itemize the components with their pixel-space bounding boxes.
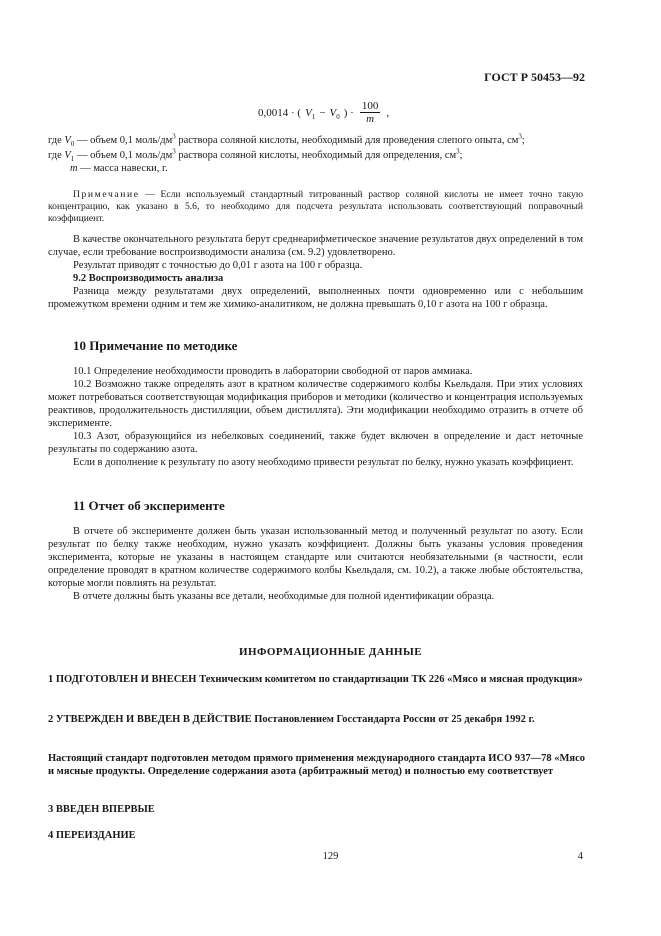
subsection-9-2-title: 9.2 Воспроизводимость анализа [73,273,224,284]
standard-code: ГОСТ Р 50453—92 [484,70,585,84]
section-10 [48,339,583,352]
formula-minus: − [319,106,326,119]
formula-tail: , [386,106,390,119]
definitions-block [48,134,583,175]
sheet-number: 4 [577,851,583,862]
page-number: 129 [322,851,339,862]
section-11 [48,499,583,512]
section-10-title: 10 Примечание по методике [73,338,238,353]
info-item-3: 3 ВВЕДЕН ВПЕРВЫЕ [48,804,155,815]
definition-v0: где $V_0$ — объем 0,1 моль/$дм^3$ раствора соляной кислоты, необходимый для проведения слепого опыта, $см^3$; [48,132,525,149]
info-item-1: 1 ПОДГОТОВЛЕН И ВНЕСЕН Техническим комитетом по стандартизации ТК 226 «Мясо и мясная продукция» [48,674,583,685]
paragraph-report-details: В отчете должны быть указаны все детали, необходимые для полной идентификации образца. [73,591,495,602]
definition-v1: где $V_1$ — объем 0,1 моль/$дм^3$ раствора соляной кислоты, необходимый для определения, $см^3$; [48,147,463,164]
fraction-denominator: m [366,113,375,125]
paragraph-final-result: В качестве окончательного результата берут среднеарифметическое значение результатов двух определений в том случае, если требование воспроизводимости анализа (см. 9.2) удовлетворено. [48,234,583,258]
paragraph-accuracy: Результат приводят с точностью до 0,01 г азота на 100 г образца. [73,260,363,271]
info-title: ИНФОРМАЦИОННЫЕ ДАННЫЕ [239,646,422,658]
section-10-paragraphs [48,365,583,469]
definition-m: m — масса навески, г. [70,163,168,174]
section-11-paragraphs [48,525,583,603]
paragraph-report: В отчете об эксперименте должен быть указан использованный метод и полученный результат по азоту. Если результат по белку также необходим, нужно указать коэффициент. Должны быть указаны условия проведения эксперимента, которые не указаны в настоящем стандарте или считаются необязательными (в частности, если определение проводят в кратном количестве содержимого колбы Кьельдаля, см. 10.2), а также любые обстоятельства, которые могли повлиять на результат. [48,526,583,589]
formula-fraction [360,100,381,125]
formula-coef: 0,0014 · ( [258,106,302,119]
note-paragraph: Примечание — Если используемый стандартный титрованный раствор соляной кислоты не имеет точно такую концентрацию, как указано в 5.6, то необходимо для подсчета результата использовать соответствующий поправочный коэффициент. [48,189,583,224]
note-block [48,189,583,225]
info-item-2: 2 УТВЕРЖДЕН И ВВЕДЕН В ДЕЙСТВИЕ Постановлением Госстандарта России от 25 декабря 1992 г. [48,714,535,725]
info-item-standard: Настоящий стандарт подготовлен методом прямого применения международного стандарта ИСО 937—78 «Мясо и мясные продукты. Определение содержания азота (арбитражный метод) и полностью ему соответствует [48,753,585,777]
calculation-formula [258,100,389,125]
paragraph-10-3: 10.3 Азот, образующийся из небелковых соединений, также будет включен в определение и даст неточные результаты по содержанию азота. [48,431,583,455]
subsection-9-2-text: Разница между результатами двух определений, выполненных почти одновременно или с небольшим промежутком времени одним и тем же химико-аналитиком, не должна превышать 0,10 г азота на 100 г образца. [48,286,583,310]
fraction-numerator: 100 [361,100,379,112]
paragraph-10-1: 10.1 Определение необходимости проводить в лаборатории свободной от паров аммиака. [73,366,473,377]
paragraph-protein: Если в дополнение к результату по азоту необходимо привести результат по белку, нужно указать коэффициент. [73,457,574,468]
formula-v0: $V_0$ [329,106,340,121]
formula-v1: $V_1$ [305,106,316,121]
formula-close: ) · [343,106,354,119]
section-9-paragraphs [48,233,583,311]
section-11-title: 11 Отчет об эксперименте [73,498,225,513]
info-item-4: 4 ПЕРЕИЗДАНИЕ [48,830,136,841]
paragraph-10-2: 10.2 Возможно также определять азот в кратном количестве содержимого колбы Кьельдаля. При этих условиях может потребоваться соответствующая модификация приборов и методики (количество и концентрация используемых реактивов, продолжительность дистилляции, объем дистиллята). Эти модификации необходимо отразить в отчете об эксперименте. [48,379,583,429]
